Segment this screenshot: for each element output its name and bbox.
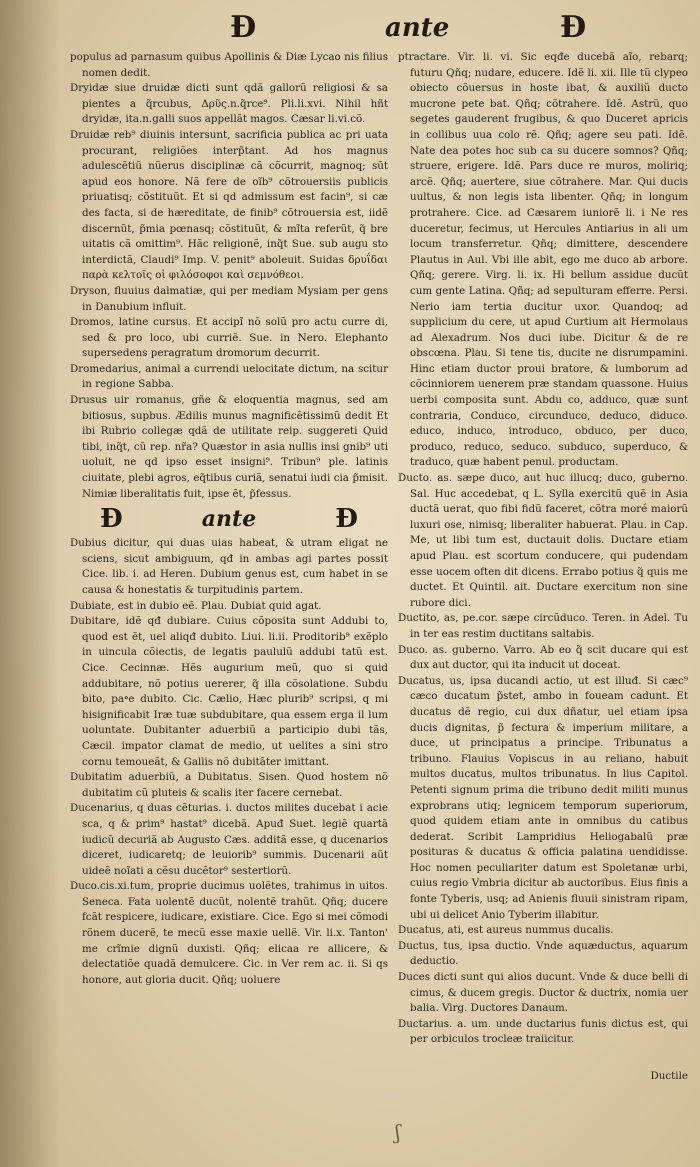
running-header-title: ante (385, 13, 450, 43)
paper-mark: ʃ (395, 1120, 401, 1144)
entry: Dryidæ siue druidæ dicti sunt qdã gallorũ religiosi & sa pientes a q̃rcubus, Δρῦς.n.q̃rce⁹. Pli.li.xvi. Nihil hñt dryidæ, ita.n.galli suos appellãt magos. Cæsar li.vi.cõ. (70, 82, 388, 126)
entry: Dubius dicitur, qui duas uias habeat, & utram eligat ne sciens, sicut ambiguum, qđ in ambas agi partes possit Cice. lib. i. ad Heren. Dubium genus est, cum habet in se causa & honestatis & turpitudinis partem. (70, 537, 388, 596)
gutter-shadow (0, 0, 60, 1167)
entry: Druidæ reb⁹ diuinis intersunt, sacrificia publica ac pri uata procurant, religiões interp̃tant. Ad hos magnus adulescẽtiũ nũerus disciplinæ cã cõcurrit, magnoq; sũt apud eos honore. Nã fere de oĩb⁹ cõtrouersiis publicis priuatisq; cõstituũt. Et si qd admissum est facin⁹, si cæ des facta, si de hæreditate, de finib⁹ cõtrouersia est, iidẽ discernũt, p̃mia pœnasq; cõstituũt, & mĩta referũt, q̃ bre uitatis cã omittim⁹. Hãc religionẽ, inq̃t Sue. sub augu sto interdictã, Claudi⁹ Imp. V. penit⁹ aboleuit. Suidas δρυΐδαι παρὰ κελτοῖς οἱ φιλόσοφοι καὶ σεμνόθεοι. (70, 128, 388, 282)
entry: populus ad parnasum quibus Apollinis & Diæ Lycao nis filius nomen dedit. (70, 51, 388, 79)
entry: Ductus, tus, ipsa ductio. Vnde aquæductus, aquarum deductio. (398, 939, 688, 968)
entry: Dromedarius, animal a currendi uelocitate dictum, na scitur in regione Sabba. (70, 362, 388, 391)
catchword: Ductile (650, 1070, 688, 1082)
entry: Ducto. as. sæpe duco, aut huc illucq; duco, guberno. Sal. Huc accedebat, q L. Sylla exercitũ quẽ in Asia ductã uerat, quo fibi fidũ faceret, cõtra moré maiorũ luxuri ose, nimisq; liberaliter habuerat. Plau. in Cap. Me, ut libi tum est, ductauit dolis. Ductare etiam apud Plau. est scortum conducere, qui pudendam esse uocem often dit dicens. Errabo potius q̃ quis me ductet. Et Quintil. ait. Ductare exercitum non sine rubore dici. (398, 472, 688, 609)
ornament-icon: Ð (230, 10, 257, 45)
section-header (100, 506, 358, 534)
running-header (385, 10, 449, 46)
entry: Ducatus, ati, est aureus nummus ducalis. (398, 924, 614, 937)
entry: Dubitare, idẽ qđ dubiare. Cuius cõposita sunt Addubi to, quod est ẽt, uel aliqđ dubito. Liui. li.ii. Proditorib⁹ exẽplo in uincula cõiectis, de legatis paululũ addubi tatũ est. Cice. Cecinnæ. Hẽs augurium meũ, quo si quid addubitare, nõ potius uererer, q̃ illa cõsolatione. Subdu bito, pa॰e dubito. Cic. Cælio, Hæc plurib⁹ scripsi, q mi hisignificabit Iræ tuæ subdubitare, qua essem erga il lum uoluntate. Dubitanter aduerbiũ a participio dubi tãs, Cæcil. impator clamat de medio, ut uelites a sini stro cornu temoueãt, & Gallis nõ dubitãter imittant. (70, 615, 388, 768)
ornament-icon: Ð (560, 10, 587, 45)
entry: Duces dicti sunt qui alios ducunt. Vnde & duce belli di cimus, & ducem gregis. Ductor & ductrix, nomia uer balia. Virg. Ductores Danaum. (398, 971, 688, 1015)
entry: Dromos, latine cursus. Et accipĩ nõ solũ pro actu curre di, sed & pro loco, ubi curriẽ. Sue. in Nero. Elephanto supersedens peragratum dromorum decurrit. (70, 316, 388, 360)
entry: Dubitatim aduerbiũ, a Dubitatus. Sisen. Quod hostem nõ dubitatim cũ pluteis & scalis iter facere cernebat. (70, 771, 388, 799)
entry: Ducatus, us, ipsa ducandi actio, ut est illuđ. Si cæc⁹ cæco ducatum p̃stet, ambo in foueam cadunt. Et ducatus dẽ regio, cui dux dñatur, uel etiam ipsa ducis dignitas, p̃ fectura & imperium militare, a duce, ut principatus a principe. Tribunatus a tribuno. Flauius Vopiscus in au reliano, habuit multos ducatus, multos tribunatus. In lius Capitol. Petenti signum prima die tribuno dedit militi munus exprobrans utiq; legnicem temporum superiorum, quod quidem etiam ante in omnibus du catibus dederat. Scribit Lampridius Heliogabalũ præ posituras & ducatus & officia palatina uendidisse. Hoc nomen peculiariter datum est Spoletanæ urbi, cuius regio Vmbria dicitur ab auctoribus. Eius finis a fonte Tyberis, usq; ad Anienis fluuii sinistram ripam, ubi ui delicet Anio Tyberim illabitur. (398, 674, 688, 921)
entry: Ducenarius, q duas cẽturias. i. ductos milites ducebat i acie sca, q & prim⁹ hastat⁹ dicebã. Apuđ Suet. legiẽ quartã iudicũ decuriã ab Augusto Cæs. additã esse, q ducenarios diceret, iudicaretq; de leuiorib⁹ summis. Ducenarii aũt uideẽ noĩati a cẽsu ducẽtor⁹ sestertiorũ. (70, 802, 388, 877)
ornament-icon: Ð (100, 504, 123, 535)
header-ornament-right (560, 10, 586, 46)
entry: Duco. as. guberno. Varro. Ab eo q̃ scit ducare qui est dux aut ductor, qui ita inducit ut doceat. (398, 643, 688, 672)
left-column (70, 50, 388, 988)
entry: Dubiate, est in dubio eẽ. Plau. Dubiat quid agat. (70, 599, 322, 612)
entry: Ductito, as, pe.cor. sæpe circũduco. Teren. in Adel. Tu in ter eas restim ductitans saltabis. (398, 612, 688, 640)
right-column (398, 50, 688, 1048)
entry: Drusus uir romanus, gñe & eloquentia magnus, sed am bitiosus, supbus. Ædilis munus magnificẽtissimũ dedit Et ibi Rubrio collegæ qdã de utilitate reip. suggereti Quid tibi, inq̃t, cũ rep. nr̃a? Quæstor in asia nullis insi gnib⁹ uti uoluit, ne qd ipso esset insigni⁹. Tribun⁹ ple. latinis ciuitate, plebi agros, eq̃tibus curiã, senatui iudi cia p̃misit. Nimiæ liberalitatis fuit, ipse ẽt, p̃fessus. (70, 394, 388, 500)
entry: Ductarius. a. um. unde ductarius funis dictus est, qui per orbiculos trocleæ traiicitur. (398, 1017, 688, 1046)
entry: ptractare. Vir. li. vi. Sic eqđe ducebã aĩo, rebarq; futuru Qñq; nudare, educere. Idẽ li. xii. Ille tũ clypeo obiecto cõuersus in hoste ibat, & auxiliũ ducto mucrone pete bat. Qñq; cõtrahere. Idẽ. Astrũ, quo segetes gauderent frugibus, & quo Duceret apricis in collibus uua colo rẽ. Qñq; agere seu pati. Idẽ. Nate dea potes hoc sub ca su ducere somnos? Qñq; struere, erigere. Idẽ. Pars duce re muros, moliriq; arcẽ. Qñq; auertere, siue cõtrahere. Mar. Qui ducis uultus, & non legis ista libenter. Qñq; in longum protrahere. Cice. ad Cæsarem iuniorẽ li. i Ne res duceretur, fecimus, ut Hercules Antiarius in ali um locum transferretur. Qñq; dimittere, descendere Plautus in Aul. Vbi ille abit, ego me duco ab arbore. Qñq; gerere. Virg. li. ix. Hi bellum assidue ducũt cum gente Latina. Qñq; ad sepulturam efferre. Persi. Nerio iam tertia ducitur uxor. Quandoq; ad supplicium du cere, ut apud Curtium ait Hermolaus ad Alexadrum. Nos duci iube. Dicitur & de re obscœna. Plau. Si tene tis, ducite ne disrumpamini. Hinc etiam ductor proui bratore, & lumborum ad cõcinniorem uenerem præ standam quassone. Huius uerbi composita sunt. Abdu co, adduco, quæ sunt contraria, Conduco, circunduco, deduco, diduco. educo, induco, introduco, obduco, per duco, produco, reduco, seduco. subduco, superduco, & traduco, quæ habent penul. productam. (398, 51, 688, 469)
section-header-title: ante (201, 506, 257, 533)
header-ornament-left (230, 10, 256, 46)
ornament-icon: Ð (335, 504, 358, 535)
entry: Duco.cis.xi.tum, proprie ducimus uolẽtes, trahimus in uitos. Seneca. Fata uolentẽ ducũt, nolentẽ trahũt. Qñq; ducere fcãt respicere, iudicare, existiare. Cice. Ego si mei cõmodi rõnem ducerẽ, te mecũ esse maxie uellẽ. Vir. li.x. Tanton' me crĩmie dignũ duxisti. Qñq; elicaa re allicere, & delectatiõe quadã demulcere. Cic. in Ver rem ac. ii. Si qs honore, aut gloria ducit. Qñq; uoluere (70, 880, 388, 986)
entry: Dryson, fluuius dalmatiæ, qui per mediam Mysiam per gens in Danubium influit. (70, 284, 388, 313)
